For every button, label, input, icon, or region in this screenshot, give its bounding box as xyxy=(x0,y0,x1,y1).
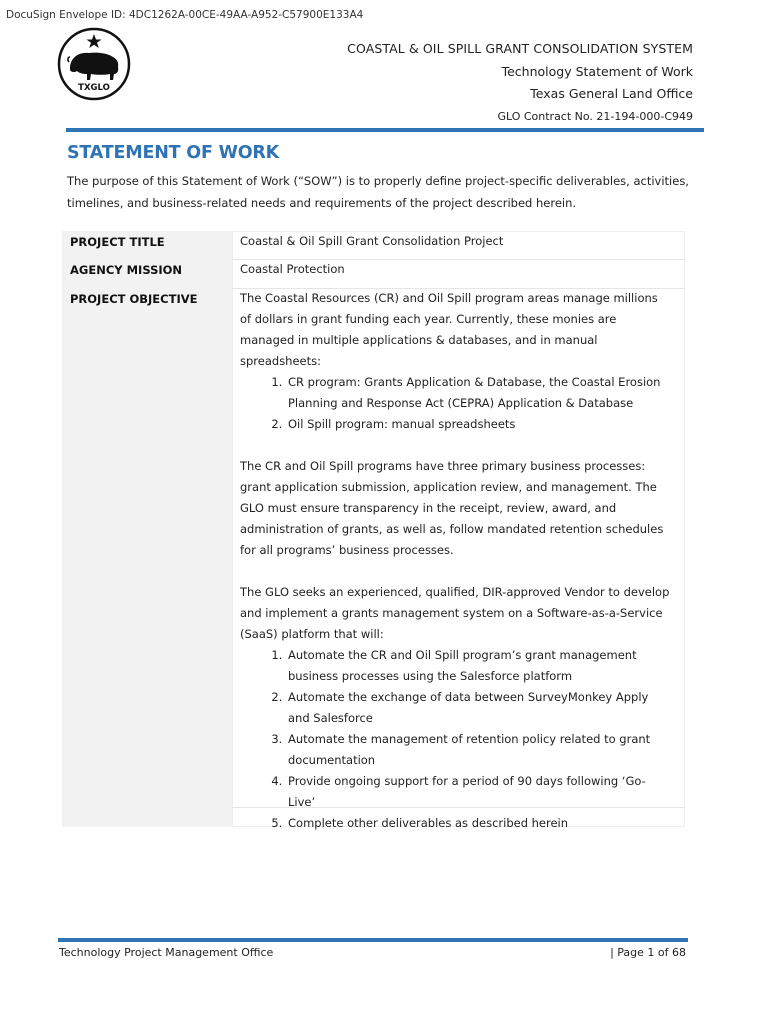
page-number: | Page 1 of 68 xyxy=(610,946,686,959)
agency-mission-value: Coastal Protection xyxy=(240,262,345,276)
deliverables-list xyxy=(240,645,672,834)
project-info-table xyxy=(62,231,685,830)
project-objective-value xyxy=(240,288,672,834)
list-item: 1. CR program: Grants Application & Database, the Coastal Erosion Planning and Response Act (CEPRA) Application & Database xyxy=(286,372,672,414)
project-title-value: Coastal & Oil Spill Grant Consolidation Project xyxy=(240,234,504,248)
list-item: 4. Provide ongoing support for a period of 90 days following ‘Go-Live’ xyxy=(286,771,672,813)
objective-paragraph: The CR and Oil Spill programs have three primary business processes: grant application submission, application review, and management. The GLO must ensure transparency in the receipt, review, award, and administration of grants, as well as, follow mandated retention schedules for all programs’ business processes. xyxy=(240,459,664,557)
list-item: 5. Complete other deliverables as described herein xyxy=(286,813,672,834)
page-title: STATEMENT OF WORK xyxy=(67,143,280,163)
header-divider xyxy=(66,128,704,132)
project-objective-label: PROJECT OBJECTIVE xyxy=(70,292,198,306)
header-system-name: COASTAL & OIL SPILL GRANT CONSOLIDATION SYSTEM xyxy=(347,41,693,56)
objective-paragraph: The GLO seeks an experienced, qualified, DIR-approved Vendor to develop and implement a grants management system on a Software-as-a-Service (SaaS) platform that will: xyxy=(240,585,670,641)
project-title-label: PROJECT TITLE xyxy=(70,235,165,249)
txglo-seal-icon xyxy=(57,27,131,101)
header-agency: Texas General Land Office xyxy=(530,86,693,101)
program-list xyxy=(240,372,672,435)
list-item: 2. Oil Spill program: manual spreadsheets xyxy=(286,414,672,435)
list-item: 1. Automate the CR and Oil Spill program’s grant management business processes using the Salesforce platform xyxy=(286,645,672,687)
list-item: 2. Automate the exchange of data between SurveyMonkey Apply and Salesforce xyxy=(286,687,672,729)
header-contract-number: GLO Contract No. 21-194-000-C949 xyxy=(497,110,693,123)
footer-office: Technology Project Management Office xyxy=(59,946,274,959)
label-column xyxy=(62,231,232,827)
list-item: 3. Automate the management of retention policy related to grant documentation xyxy=(286,729,672,771)
agency-mission-label: AGENCY MISSION xyxy=(70,263,183,277)
footer-divider xyxy=(58,938,688,942)
header-doc-type: Technology Statement of Work xyxy=(501,64,693,79)
objective-paragraph: The Coastal Resources (CR) and Oil Spill program areas manage millions of dollars in grant funding each year. Currently, these monies are managed in multiple applications & databases, and in manual spreadsheets: xyxy=(240,291,658,368)
docusign-envelope-id: DocuSign Envelope ID: 4DC1262A-00CE-49AA-A952-C57900E133A4 xyxy=(6,9,364,21)
logo-text: TXGLO xyxy=(78,83,110,93)
intro-paragraph: The purpose of this Statement of Work (“SOW”) is to properly define project-specific deliverables, activities, timelines, and business-related needs and requirements of the project described herein. xyxy=(67,174,689,210)
